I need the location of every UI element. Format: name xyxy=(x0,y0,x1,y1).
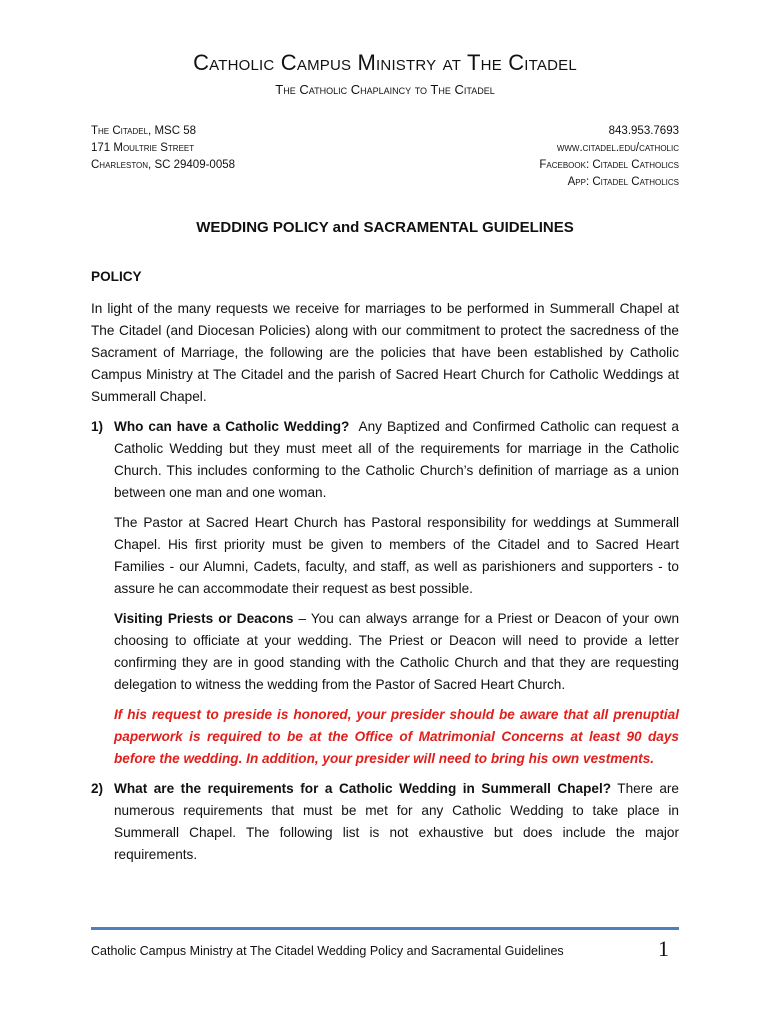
facebook-info: Facebook: Citadel Catholics xyxy=(539,159,679,171)
footer-divider xyxy=(91,927,679,930)
address-line: 171 Moultrie Street xyxy=(91,142,195,154)
footer-text: Catholic Campus Ministry at The Citadel Wedding Policy and Sacramental Guidelines xyxy=(91,944,564,958)
item-question: Who can have a Catholic Wedding? xyxy=(114,419,350,434)
address-line: The Citadel, MSC 58 xyxy=(91,125,196,137)
visiting-text: – You can always arrange for a Priest or Deacon of your own choosing to officiate at your wedding. The Priest or Deacon will need to provide a letter confirming they are in good standing with the Catholic Church and that they are requesting delegation to witness the wedding from the Pastor of Sacred Heart Church. xyxy=(114,611,679,692)
contact-info xyxy=(539,123,679,191)
website-link[interactable]: www.citadel.edu/catholic xyxy=(556,142,679,154)
mailing-address xyxy=(91,123,235,174)
phone-number: 843.953.7693 xyxy=(608,125,679,137)
visiting-paragraph xyxy=(114,608,679,696)
item-paragraph xyxy=(114,778,679,866)
page-number: 1 xyxy=(658,936,669,961)
item-question: What are the requirements for a Catholic Wedding in Summerall Chapel? xyxy=(114,781,612,796)
policy-intro: In light of the many requests we receive for marriages to be performed in Summerall Chapel at The Citadel (and Diocesan Policies) along with our commitment to protect the sacredness of the Sacrament of Marriage, the following are the policies that have been established by Catholic Campus Ministry at The Citadel and the parish of Sacred Heart Church for Catholic Weddings at Summerall Chapel. xyxy=(91,301,679,404)
item-paragraph xyxy=(114,416,679,504)
visiting-label: Visiting Priests or Deacons xyxy=(114,611,294,626)
address-line: Charleston, SC 29409-0058 xyxy=(91,159,236,171)
list-item xyxy=(91,416,679,770)
organization-title: Catholic Campus Ministry at The Citadel xyxy=(193,50,577,75)
policy-section xyxy=(91,266,679,874)
item-answer: There are numerous requirements that must be met for any Catholic Wedding to take place in Summerall Chapel. The following list is not exhaustive but does include the major requirements. xyxy=(114,781,679,862)
app-info: App: Citadel Catholics xyxy=(567,176,679,188)
item-number: 1) xyxy=(91,419,104,434)
document-title: WEDDING POLICY and SACRAMENTAL GUIDELINES xyxy=(196,219,574,236)
policy-heading: POLICY xyxy=(91,269,142,284)
pastor-paragraph: The Pastor at Sacred Heart Church has Pastoral responsibility for weddings at Summerall Chapel. His first priority must be given to members of the Citadel and to Sacred Heart Families - our Alumni, Cadets, faculty, and staff, as well as parishioners and supporters - to assure he can accommodate their request as best possible. xyxy=(114,515,679,596)
presider-notice: If his request to preside is honored, your presider should be aware that all prenuptial paperwork is required to be at the Office of Matrimonial Concerns at least 90 days before the wedding. In addition, your presider will need to bring his own vestments. xyxy=(114,707,679,766)
item-number: 2) xyxy=(91,781,104,796)
item-answer: Any Baptized and Confirmed Catholic can request a Catholic Wedding but they must meet all of the requirements for marriage in the Catholic Church. This includes conforming to the Catholic Church’s definition of marriage as a union between one man and one woman. xyxy=(114,419,679,500)
list-item xyxy=(91,778,679,866)
organization-subtitle: The Catholic Chaplaincy to The Citadel xyxy=(275,82,495,97)
